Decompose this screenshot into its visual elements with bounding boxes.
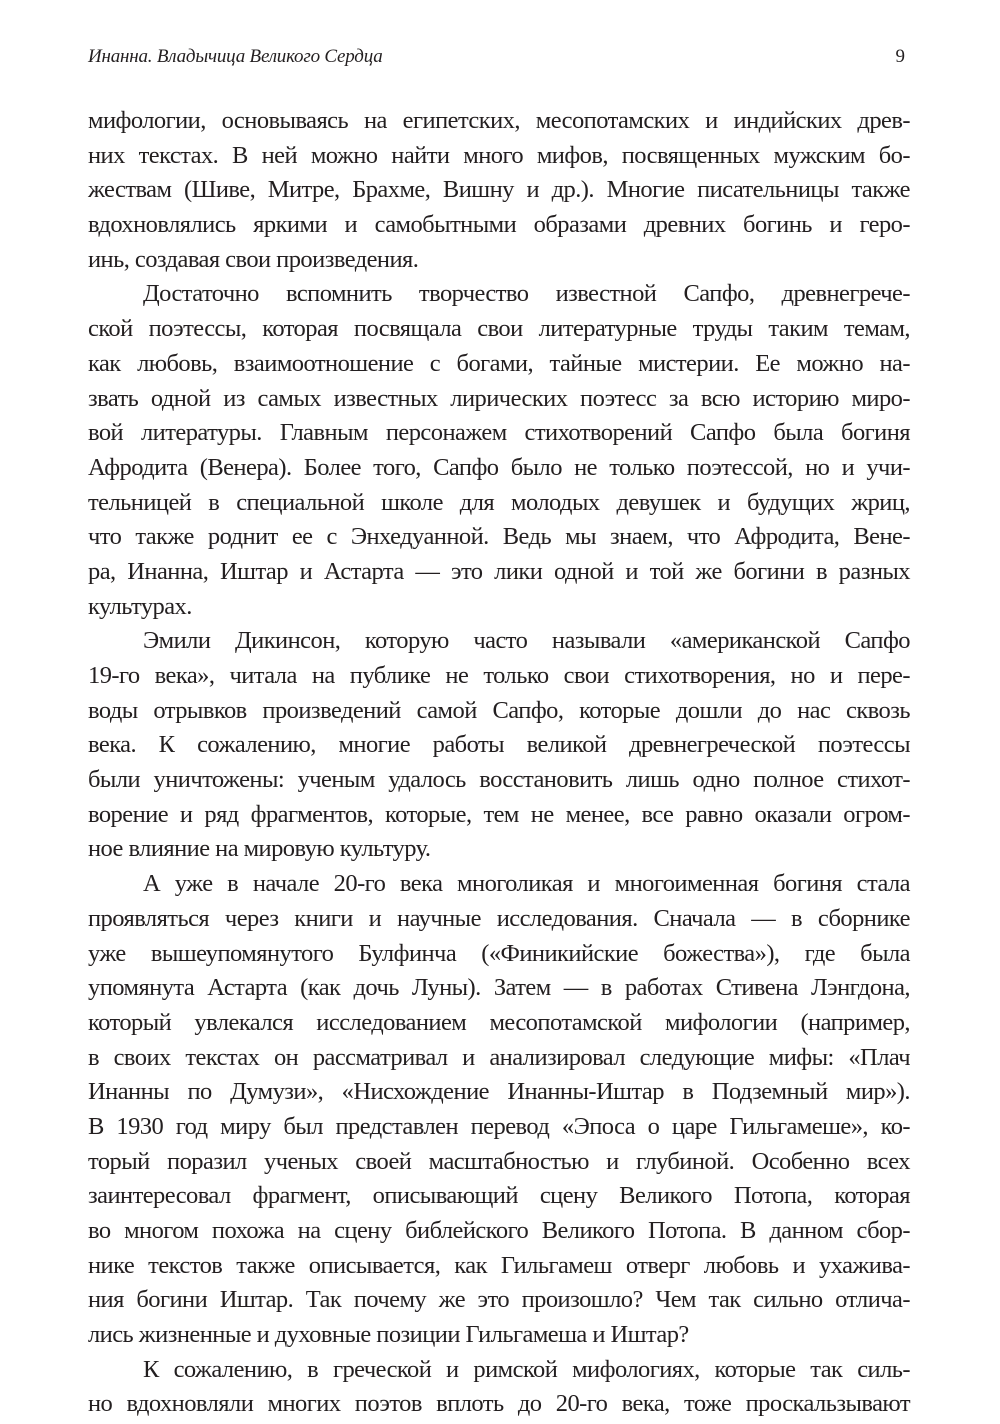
text-line: ния богини Иштар. Так почему же это произошло? Чем так сильно отлича- (88, 1286, 910, 1314)
text-line: проявляться через книги и научные исследования. Сначала — в сборнике (88, 904, 910, 932)
text-line: в своих текстах он рассматривал и анализировал следующие мифы: «Плач (88, 1043, 910, 1071)
text-line: но вдохновляли многих поэтов вплоть до 20-го века, тоже проскальзывают (88, 1390, 910, 1418)
text-line: ное влияние на мировую культуру. (88, 835, 431, 863)
paragraph-first-line: Достаточно вспомнить творчество известной Сапфо, древнегрече- (143, 280, 910, 308)
running-title: Инанна. Владычица Великого Сердца (88, 46, 383, 67)
paragraph-first-line: Эмили Дикинсон, которую часто называли «американской Сапфо (143, 627, 910, 655)
text-line: были уничтожены: ученым удалось восстановить лишь одно полное стихот- (88, 766, 910, 794)
text-line: ра, Инанна, Иштар и Астарта — это лики одной и той же богини в разных (88, 557, 910, 585)
text-line: жествам (Шиве, Митре, Брахме, Вишну и др.). Многие писательницы также (88, 176, 910, 204)
text-line: как любовь, взаимоотношение с богами, тайные мистерии. Ее можно на- (88, 349, 910, 377)
text-line: что также роднит ее с Энхедуанной. Ведь мы знаем, что Афродита, Вене- (88, 523, 910, 551)
page-number: 9 (895, 46, 905, 67)
text-line: уже вышеупомянутого Булфинча («Финикийские божества»), где была (88, 939, 910, 967)
text-line: вой литературы. Главным персонажем стихотворений Сапфо была богиня (88, 419, 910, 447)
text-line: заинтересовал фрагмент, описывающий сцену Великого Потопа, которая (88, 1182, 910, 1210)
text-line: торый поразил ученых своей масштабностью и глубиной. Особенно всех (88, 1147, 910, 1175)
body-text (88, 104, 910, 1422)
text-line: В 1930 год миру был представлен перевод «Эпоса о царе Гильгамеше», ко- (88, 1112, 910, 1140)
text-line: мифологии, основываясь на египетских, месопотамских и индийских древ- (88, 107, 910, 134)
text-line: во многом похожа на сцену библейского Великого Потопа. В данном сбор- (88, 1217, 910, 1244)
text-line: века. К сожалению, многие работы великой древнегреческой поэтессы (88, 731, 910, 759)
text-line: который увлекался исследованием месопотамской мифологии (например, (88, 1008, 910, 1036)
text-line: инь, создавая свои произведения. (88, 245, 419, 273)
text-line: них текстах. В ней можно найти много мифов, посвященных мужским бо- (88, 141, 910, 169)
text-line: упомянута Астарта (как дочь Луны). Затем — в работах Стивена Лэнгдона, (88, 974, 910, 1002)
text-line: 19-го века», читала на публике не только свои стихотворения, но и пере- (88, 662, 910, 689)
text-line: нике текстов также описывается, как Гильгамеш отверг любовь и ухажива- (88, 1251, 910, 1279)
text-line: ворение и ряд фрагментов, которые, тем не менее, все равно оказали огром- (88, 800, 910, 828)
page-header (88, 46, 910, 76)
text-line: Инанны по Думузи», «Нисхождение Инанны-Иштар в Подземный мир»). (88, 1078, 910, 1106)
text-line: ской поэтессы, которая посвящала свои литературные труды таким темам, (88, 315, 910, 343)
text-line: лись жизненные и духовные позиции Гильгамеша и Иштар? (88, 1321, 689, 1349)
text-line: тельницей в специальной школе для молодых девушек и будущих жриц, (88, 488, 910, 516)
paragraph-first-line: А уже в начале 20-го века многоликая и многоименная богиня стала (143, 870, 910, 898)
text-line: культурах. (88, 592, 192, 620)
text-line: Афродита (Венера). Более того, Сапфо было не только поэтессой, но и учи- (88, 453, 910, 481)
paragraph-first-line: К сожалению, в греческой и римской мифологиях, которые так силь- (143, 1355, 910, 1383)
text-line: воды отрывков произведений самой Сапфо, которые дошли до нас сквозь (88, 696, 910, 724)
text-line: вдохновлялись яркими и самобытными образами древних богинь и геро- (88, 211, 910, 239)
text-line: звать одной из самых известных лирических поэтесс за всю историю миро- (88, 384, 910, 412)
